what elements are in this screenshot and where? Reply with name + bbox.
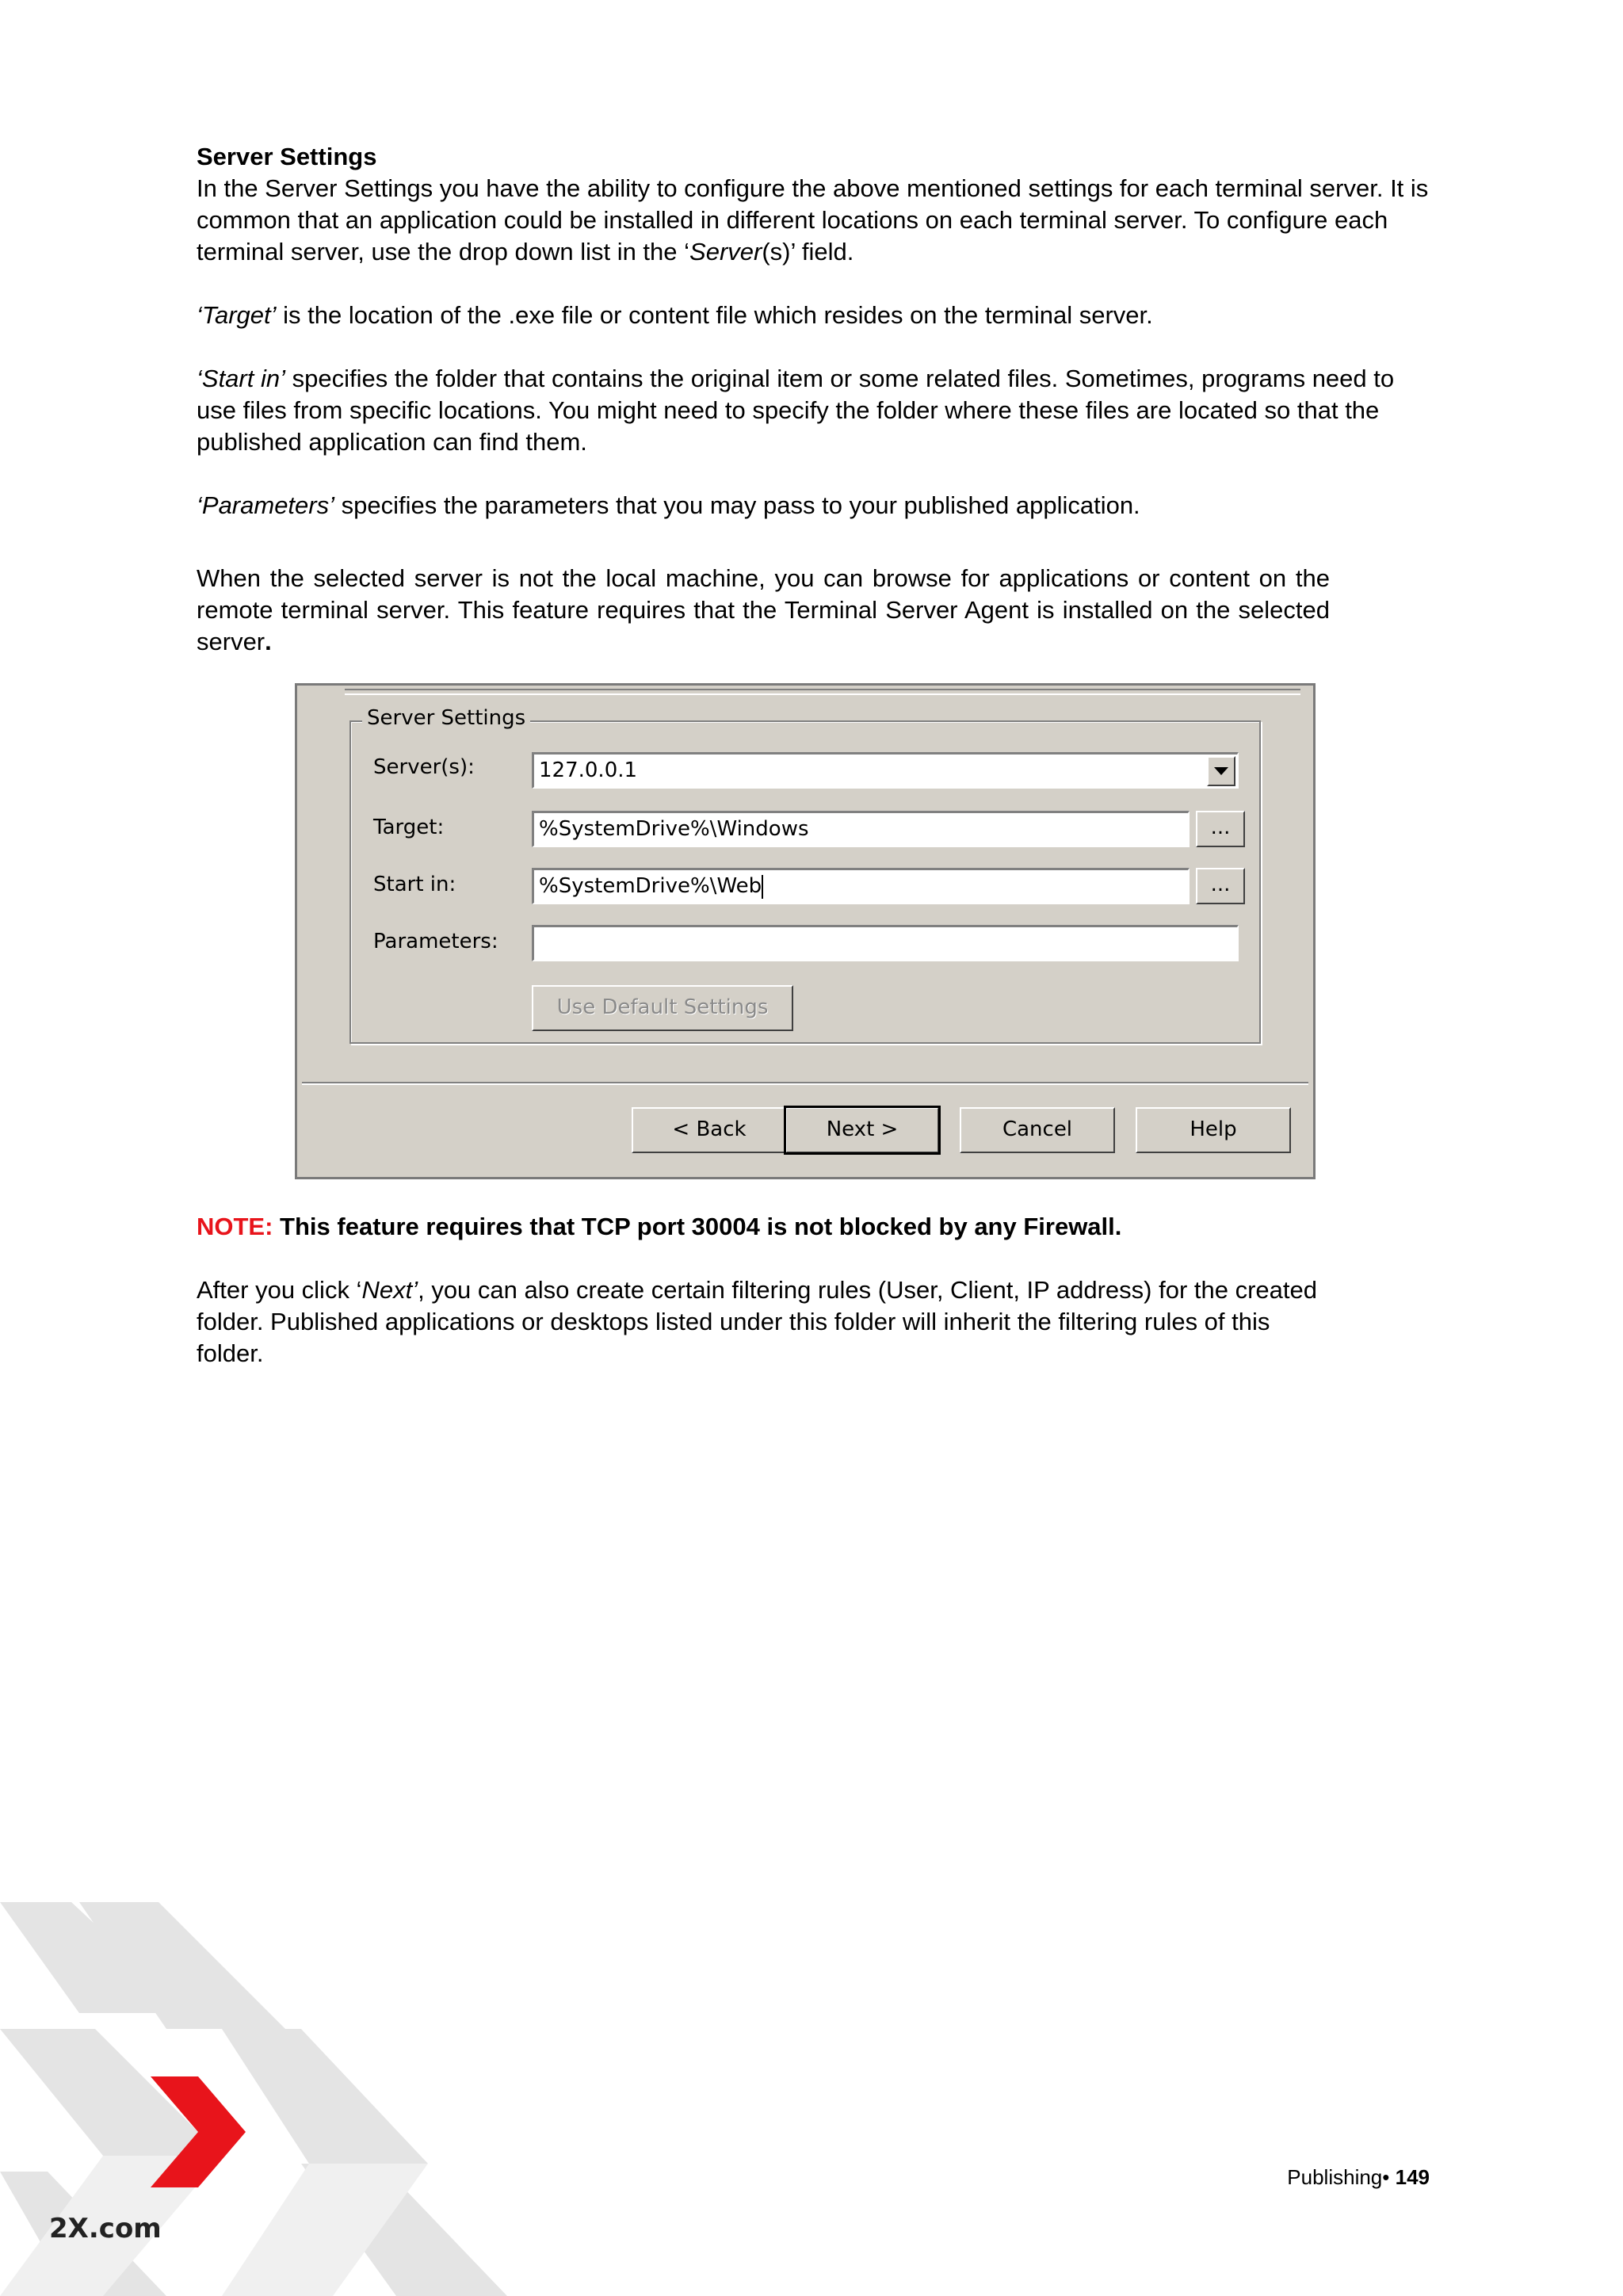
startin-term: ‘Start in’ [197, 365, 285, 392]
params-desc: specifies the parameters that you may pass to your published application. [334, 491, 1140, 519]
startin-value: %SystemDrive%\Web [539, 874, 762, 898]
footer-bullet: • [1382, 2165, 1396, 2189]
button-divider [302, 1082, 1308, 1085]
logo-text: 2X.com [49, 2213, 162, 2244]
note-block [197, 1211, 1433, 1370]
cancel-button[interactable]: Cancel [960, 1107, 1115, 1153]
use-default-settings-button[interactable]: Use Default Settings [532, 985, 793, 1031]
section-heading: Server Settings [197, 143, 377, 170]
server-settings-group [349, 706, 1261, 1044]
note-prefix: NOTE: [197, 1213, 273, 1240]
target-desc: is the location of the .exe file or content file which resides on the terminal server. [276, 301, 1153, 329]
intro-text: In the Server Settings you have the ability to configure the above mentioned settings for each terminal server. It is common that an application could be installed in different locations on each terminal server. To configure each terminal server, use the drop down list in the ‘ [197, 174, 1429, 266]
note-paragraph [197, 1211, 1433, 1243]
target-value: %SystemDrive%\Windows [539, 817, 809, 841]
text-cursor [762, 875, 763, 899]
intro-tail: (s)’ field. [762, 238, 854, 266]
footer-section: Publishing [1287, 2165, 1383, 2189]
startin-label: Start in: [373, 873, 456, 896]
params-paragraph [197, 490, 1433, 521]
page-footer [1287, 2165, 1430, 2190]
target-field[interactable] [532, 811, 1190, 847]
group-title: Server Settings [362, 706, 530, 730]
server-settings-dialog [295, 683, 1316, 1179]
servers-value: 127.0.0.1 [539, 758, 638, 782]
target-term: ‘Target’ [197, 301, 277, 329]
remote-text: When the selected server is not the local machine, you can browse for applications or content on the remote terminal server. This feature requires that the Terminal Server Agent is installed on the selected server [197, 564, 1330, 655]
target-label: Target: [373, 816, 445, 839]
after-text: , you can also create certain filtering rules (User, Client, IP address) for the created folder. Published applications or desktops listed under this folder will inherit the filtering rules of this folder. [197, 1276, 1317, 1367]
after-em: Next’ [361, 1276, 418, 1304]
servers-combo[interactable] [532, 752, 1239, 789]
after-lead: After you click ‘ [197, 1276, 362, 1304]
top-divider [345, 689, 1300, 695]
params-term: ‘Parameters’ [197, 491, 334, 519]
remote-paragraph [197, 563, 1330, 658]
intro-em: Server [689, 238, 762, 266]
next-button[interactable]: Next > [785, 1107, 939, 1153]
after-paragraph [197, 1274, 1322, 1370]
deco-chevron-4 [222, 2029, 428, 2164]
target-paragraph [197, 300, 1433, 331]
chevron-down-icon [1214, 767, 1228, 775]
intro-paragraph [197, 173, 1433, 268]
page-number: 149 [1395, 2165, 1430, 2189]
remote-end: . [265, 628, 272, 655]
parameters-label: Parameters: [373, 930, 498, 953]
servers-label: Server(s): [373, 755, 475, 779]
startin-field[interactable] [532, 868, 1190, 904]
dropdown-button[interactable] [1207, 756, 1235, 786]
browse-startin-button[interactable]: ... [1196, 868, 1245, 904]
startin-paragraph [197, 363, 1433, 458]
startin-desc: specifies the folder that contains the original item or some related files. Sometimes, programs need to use files from specific locations. You might need to specify the folder where these files are located so that the published application can find them. [197, 365, 1395, 456]
back-button[interactable]: < Back [632, 1107, 787, 1153]
help-button[interactable]: Help [1136, 1107, 1291, 1153]
parameters-field[interactable] [532, 925, 1239, 961]
note-text: This feature requires that TCP port 30004 is not blocked by any Firewall. [273, 1213, 1122, 1240]
browse-target-button[interactable]: ... [1196, 811, 1245, 847]
body-text [197, 141, 1433, 658]
